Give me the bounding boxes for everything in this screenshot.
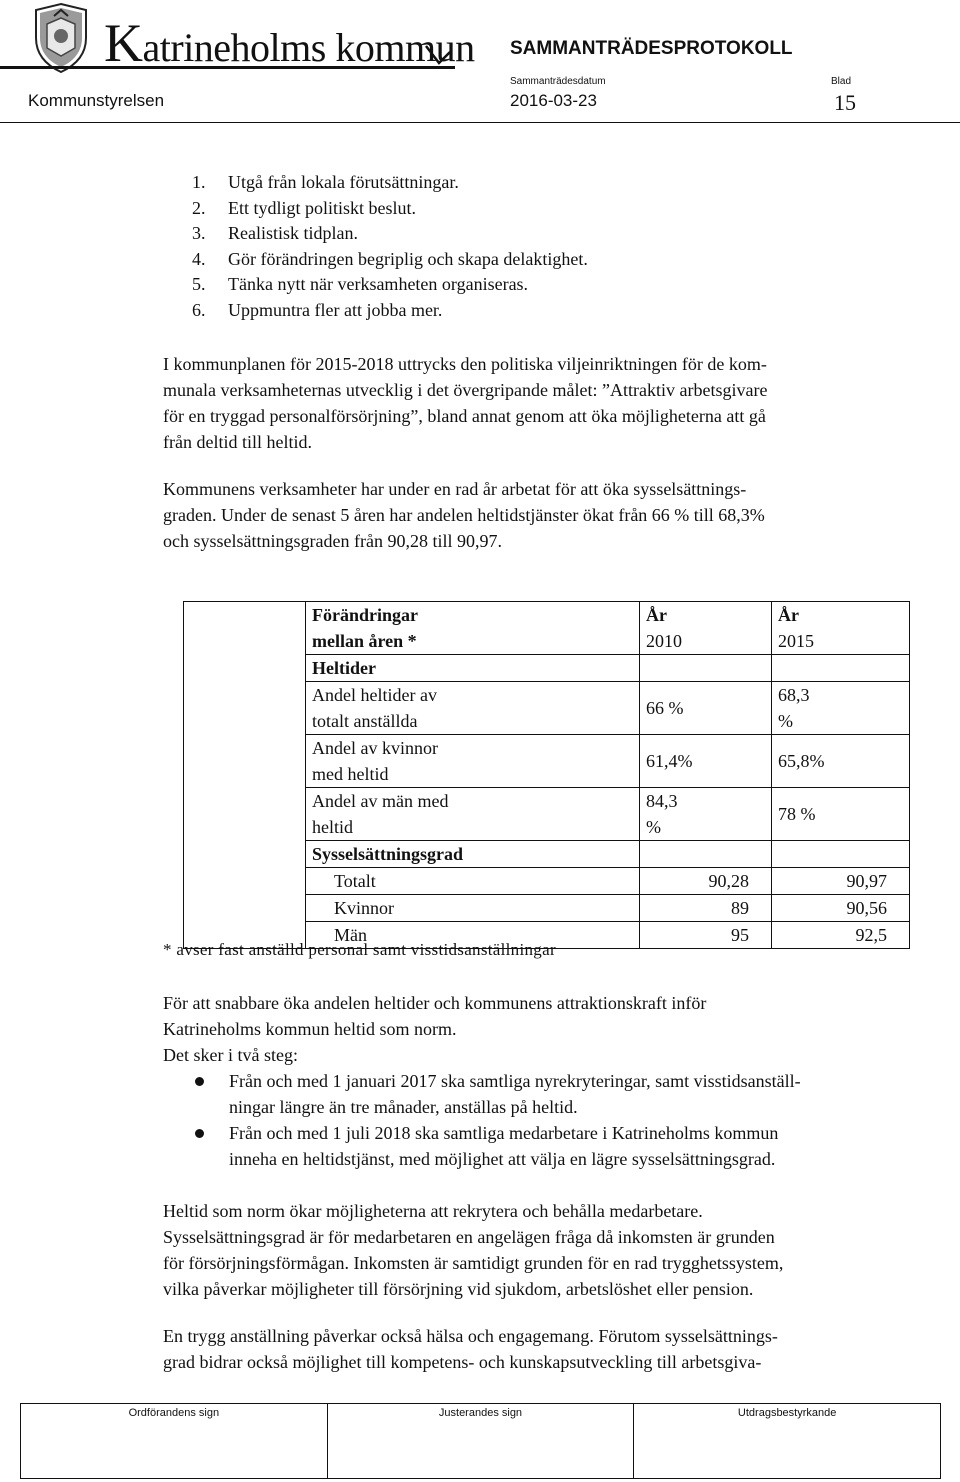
table-cell-2010: 61,4% (640, 735, 772, 788)
table-row-label: Andel av kvinnor med heltid (306, 735, 640, 788)
list-item-text: Realistisk tidplan. (228, 223, 358, 244)
paragraph-sysselsattning (163, 476, 923, 554)
paragraph-line: vilka påverkar möjligheter till försörjning vid sjukdom, arbetslöshet eller pension. (163, 1279, 754, 1299)
paragraph-heltid-norm (163, 990, 923, 1068)
list-item-text: Gör förändringen begriplig och skapa delaktighet. (228, 248, 588, 269)
paragraph-line: från deltid till heltid. (163, 432, 312, 452)
table-row-label: Andel heltider av totalt anställda (306, 682, 640, 735)
header-divider (0, 122, 960, 123)
list-item-text: Tänka nytt när verksamheten organiseras. (228, 274, 529, 295)
protocol-title: SAMMANTRÄDESPROTOKOLL (510, 38, 793, 59)
table-section-label: Sysselsättningsgrad (306, 841, 640, 868)
bullet-icon (195, 1129, 204, 1138)
table-cell-2015: 68,3 % (772, 682, 910, 735)
table-section-label: Heltider (306, 655, 640, 682)
page-number: 15 (834, 90, 856, 115)
table-cell (772, 841, 910, 868)
paragraph-kommunplan (163, 351, 923, 455)
table-cell-2010: 90,28 (640, 868, 772, 895)
paragraph-line: för försörjningsförmågan. Inkomsten är samtidigt grunden för en rad trygghetssystem, (163, 1253, 784, 1273)
paragraph-line: Katrineholms kommun heltid som norm. (163, 1019, 457, 1039)
table-footnote: * avser fast anställd personal samt visstidsanställningar (163, 940, 556, 959)
meeting-date: 2016-03-23 (510, 91, 597, 110)
meeting-date-label: Sammanträdesdatum (510, 76, 606, 87)
list-item-text: Ett tydligt politiskt beslut. (228, 197, 417, 218)
paragraph-line: munala verksamheternas utvecklig i det övergripande målet: ”Attraktiv arbetsgivare (163, 380, 768, 400)
table-header-2015: År 2015 (772, 602, 910, 655)
signature-table (20, 1403, 941, 1479)
organization-name-rest: atrineholms kommun (142, 25, 475, 70)
list-item (192, 196, 588, 222)
list-item (192, 298, 588, 324)
paragraph-line: En trygg anställning påverkar också hälsa och engagemang. Förutom sysselsättnings- (163, 1326, 778, 1346)
statistics-table (183, 601, 910, 949)
list-item-number: 2. (192, 197, 206, 218)
paragraph-line: för en tryggad personalförsörjning”, bland annat genom att öka möjligheterna att gå (163, 406, 766, 426)
paragraph-line: graden. Under de senast 5 åren har andelen heltidstjänster ökat från 66 % till 68,3% (163, 505, 765, 525)
list-item-text: Utgå från lokala förutsättningar. (228, 172, 459, 192)
excerpt-certification-box: Utdragsbestyrkande (634, 1404, 941, 1479)
paragraph-line: Sysselsättningsgrad är för medarbetaren en angelägen fråga då inkomsten är grunden (163, 1227, 775, 1247)
table-header-label: Förändringar mellan åren * (306, 602, 640, 655)
table-cell-2010: 89 (640, 895, 772, 922)
table-blank-column (184, 602, 306, 949)
paragraph-line: För att snabbare öka andelen heltider och kommunens attraktionskraft inför (163, 993, 707, 1013)
table-row-label: Totalt (306, 868, 640, 895)
paragraph-trygg-anstallning (163, 1323, 923, 1375)
table-row-label: Andel av män med heltid (306, 788, 640, 841)
list-item (192, 170, 588, 196)
list-item-text: inneha en heltidstjänst, med möjlighet att välja en lägre sysselsättningsgrad. (229, 1149, 776, 1169)
paragraph-line: grad bidrar också möjlighet till kompetens- och kunskapsutveckling till arbetsgiva- (163, 1352, 762, 1372)
paragraph-line: Heltid som norm ökar möjligheterna att rekrytera och behålla medarbetare. (163, 1201, 703, 1221)
list-item-text: Från och med 1 juli 2018 ska samtliga medarbetare i Katrineholms kommun (229, 1123, 779, 1143)
paragraph-line: och sysselsättningsgraden från 90,28 till 90,97. (163, 531, 502, 551)
table-header-2010: År 2010 (640, 602, 772, 655)
committee-name: Kommunstyrelsen (28, 91, 165, 110)
list-item (192, 221, 588, 247)
list-item (192, 272, 588, 298)
coat-of-arms-icon (30, 2, 92, 74)
bullet-list (163, 1068, 923, 1172)
list-item-number: 6. (192, 299, 206, 320)
table-header-row (184, 602, 910, 655)
table-cell (640, 655, 772, 682)
paragraph-sysselsattningsgrad (163, 1198, 923, 1302)
organization-name (104, 12, 475, 74)
list-item (163, 1068, 923, 1120)
list-item (192, 247, 588, 273)
list-item-text: ningar längre än tre månader, anställas på heltid. (229, 1097, 578, 1117)
table-cell-2015: 65,8% (772, 735, 910, 788)
list-item (163, 1120, 923, 1172)
list-item-text: Uppmuntra fler att jobba mer. (228, 299, 443, 320)
page-label: Blad (831, 76, 852, 87)
list-item-number: 5. (192, 274, 206, 295)
header-rule (0, 66, 455, 69)
table-cell-2010: 84,3 % (640, 788, 772, 841)
list-item-text: Från och med 1 januari 2017 ska samtliga nyrekryteringar, samt visstidsanställ- (229, 1071, 801, 1091)
organization-name-initial: K (104, 13, 143, 73)
table-cell (772, 655, 910, 682)
list-item-number: 3. (192, 223, 206, 244)
table-cell (640, 841, 772, 868)
paragraph-line: I kommunplanen för 2015-2018 uttrycks den politiska viljeinriktningen för de kom- (163, 354, 767, 374)
table-row-label: Män (306, 922, 640, 949)
list-item-number: 4. (192, 248, 206, 269)
table-cell-2015: 92,5 (772, 922, 910, 949)
bullet-icon (195, 1077, 204, 1086)
list-item-number: 1. (192, 172, 206, 192)
paragraph-line: Kommunens verksamheter har under en rad år arbetat för att öka sysselsättnings- (163, 479, 747, 499)
steps-list (192, 170, 588, 324)
table-cell-2015: 90,97 (772, 868, 910, 895)
table-cell-2010: 95 (640, 922, 772, 949)
chair-signature-box: Ordförandens sign (21, 1404, 328, 1479)
table-cell-2015: 78 % (772, 788, 910, 841)
table-row-label: Kvinnor (306, 895, 640, 922)
paragraph-line: Det sker i två steg: (163, 1045, 298, 1065)
logo-swoosh-icon (425, 44, 451, 66)
table-cell-2010: 66 % (640, 682, 772, 735)
table-cell-2015: 90,56 (772, 895, 910, 922)
adjuster-signature-box: Justerandes sign (327, 1404, 634, 1479)
